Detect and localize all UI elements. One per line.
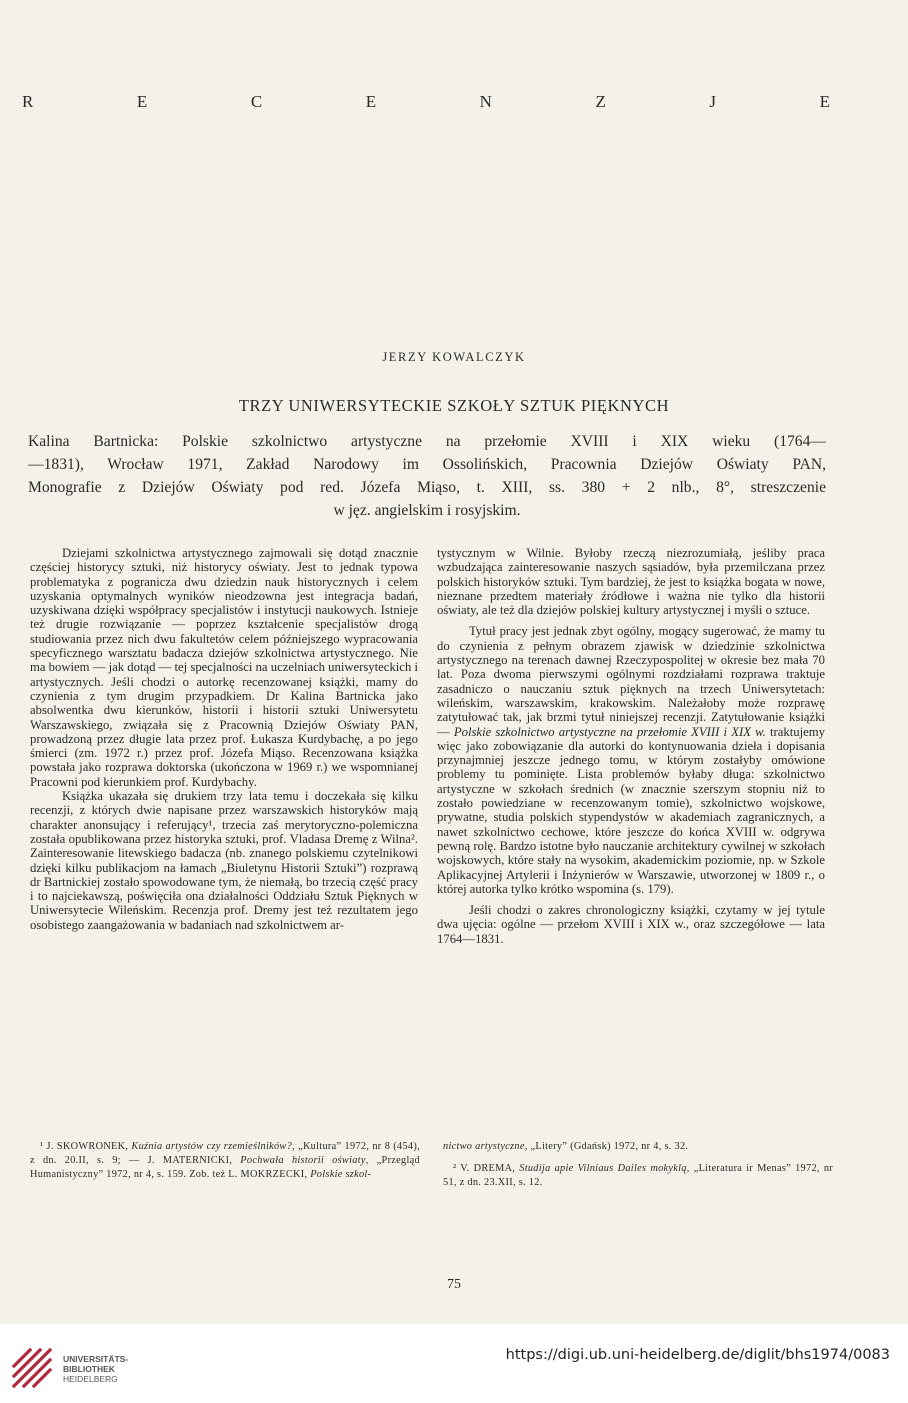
paragraph-text: traktujemy więc jako zobowiązanie dla autorki do kontynuowania dzieła i dopisania przynajmniej jeszcze jednego tomu, w którym zostałyby omówione problemy tu pominięte. Lista problemów byłaby długa: szkolnictwo artystyczne w szkołach średnich (w znacznie szerszym stopniu niż to zostało powiedziane w recenzowanym tomie), szkolnictwo wojskowe, prywatne, studia polskich stypendystów w akademiach zagranicznych, a nawet szkolnictwo cechowe, które jeszcze do końca XVIII w. odgrywa pewną rolę. Bardzo istotne było nauczanie architektury cywilnej w szkołach wojskowych, które stały na wysokim, akademickim poziomie, np. w Szkole Aplikacyjnej Artylerii i Inżynierów w Warszawie, utworzonej w 1809 r., o której autorka tylko krótko wspomina (s. 179). — [437, 724, 825, 896]
citation-line: w jęz. angielskim i rosyjskim. — [333, 502, 521, 519]
footnote-1-continued — [443, 1140, 833, 1154]
footnote-2 — [443, 1162, 833, 1190]
paragraph — [437, 624, 825, 896]
footnote-text: , „Kultura” 1972, nr 8 (454), z dn. 20.II, s. 9; — J. MATERNICKI, — [30, 1141, 420, 1166]
footnotes-left — [30, 1140, 420, 1182]
footnote-italic: Pochwała historii oświaty — [240, 1155, 366, 1166]
article-title: TRZY UNIWERSYTECKIE SZKOŁY SZTUK PIĘKNYCH — [238, 396, 670, 415]
section-header-letter: E — [819, 92, 830, 111]
section-header-letter: J — [709, 92, 717, 111]
page-number: 75 — [447, 1277, 461, 1292]
section-header-letter: Z — [595, 92, 606, 111]
footnotes-right — [443, 1140, 833, 1190]
section-header-letter: C — [250, 92, 263, 111]
library-name-line: HEIDELBERG — [63, 1374, 118, 1384]
citation-line: Monografie z Dziejów Oświaty pod red. Józefa Miąso, t. XIII, ss. 380 + 2 nlb., 8°, streszczenie — [28, 479, 826, 496]
section-header-letter: E — [365, 92, 377, 111]
citation-line: Kalina Bartnicka: Polskie szkolnictwo artystyczne na przełomie XVIII i XIX wieku (1764— — [28, 433, 826, 450]
footnote-text: ¹ J. SKOWRONEK, — [40, 1141, 132, 1152]
section-header-letter: N — [479, 92, 492, 111]
book-citation — [28, 430, 826, 522]
library-name — [63, 1354, 128, 1384]
section-header-letter: E — [136, 92, 148, 111]
footnote-text: , „Literatura ir Menas” 1972, nr 51, z dn. 23.XII, s. 12. — [443, 1163, 834, 1188]
section-header — [22, 92, 830, 112]
library-name-line: BIBLIOTHEK — [63, 1364, 115, 1374]
footnote-text: , „Przegląd Humanistyczny” 1972, nr 4, s. 159. Zob. też L. MOKRZECKI, — [30, 1155, 420, 1180]
author-name: JERZY KOWALCZYK — [382, 350, 526, 364]
left-column — [30, 546, 418, 932]
paragraph: Książka ukazała się drukiem trzy lata temu i doczekała się kilku recenzji, z których dwie napisane przez warszawskich historyków mają charakter anonsujący i referujący¹, trzecia zaś merytoryczno-polemiczna została opublikowana przez historyka sztuki, prof. Vladasa Dremę z Wilna². Zainteresowanie litewskiego badacza (nb. znanego polskiemu czytelnikowi dzięki kilku publikacjom na łamach „Biuletynu Historii Sztuki”) rozprawą dr Bartnickiej zostało spowodowane tym, że niemałą, bo trzecią część pracy i to najciekawszą, poświęciła ona działalności Oddziału Sztuk Pięknych w Uniwersytecie Wileńskim. Recenzja prof. Dremy jest też rezultatem jego osobistego zaangażowania w badaniach nad szkolnictwem ar- — [30, 789, 418, 932]
library-footer — [0, 1324, 908, 1403]
permalink-url[interactable]: https://digi.ub.uni-heidelberg.de/diglit/bhs1974/0083 — [505, 1347, 890, 1363]
footnote-italic: Studija apie Vilniaus Dailes mokyklą — [519, 1163, 687, 1174]
paragraph-text: Tytuł pracy jest jednak zbyt ogólny, mogący sugerować, że mamy tu do czynienia z pełnym obrazem zjawisk w dziedzinie szkolnictwa artystycznego na terenach dawnej Rzeczypospolitej w okresie bez mała 70 lat. Poza dwoma pierwszymi ogólnymi rozdziałami rozprawa traktuje zasadniczo o nauczaniu sztuk pięknych na trzech Uniwersytetach: wileńskim, warszawskim, krakowskim. Należałoby może rozprawę zatytułować tak, jak brzmi tytuł niniejszej recenzji. Zatytułowanie książki — — [437, 624, 825, 739]
footnote-italic: nictwo artystyczne — [443, 1141, 525, 1152]
right-column — [437, 546, 825, 946]
footnote-text: , „Litery” (Gdańsk) 1972, nr 4, s. 32. — [524, 1141, 689, 1152]
italic-book-title: Polskie szkolnictwo artystyczne na przełomie XVIII i XIX w. — [453, 724, 766, 739]
citation-line: —1831), Wrocław 1971, Zakład Narodowy im Ossolińskich, Pracownia Dziejów Oświaty PAN, — [28, 456, 826, 473]
section-header-letter: R — [22, 92, 34, 111]
footnote-text: ² V. DREMA, — [453, 1163, 520, 1174]
footnote-1 — [30, 1140, 420, 1182]
paragraph: tystycznym w Wilnie. Byłoby rzeczą niezrozumiałą, jeśliby praca wzbudzająca zainteresowanie naszych sąsiadów, była przemilczana przez polskich historyków sztuki. Tym bardziej, że jest to książka bogata w nowe, nieznane przedtem materiały źródłowe i ważna nie tylko dla historii oświaty, ale też dla dziejów polskiej kultury artystycznej i myśli o sztuce. — [437, 546, 825, 618]
footnote-italic: Kuźnia artystów czy rzemieślników? — [131, 1141, 293, 1152]
paragraph: Jeśli chodzi o zakres chronologiczny książki, czytamy w jej tytule dwa ujęcia: ogólne — przełom XVIII i XIX w., oraz szczegółowe — lata 1764—1831. — [437, 903, 825, 946]
footnote-italic: Polskie szkol- — [310, 1169, 372, 1180]
paragraph: Dziejami szkolnictwa artystycznego zajmowali się dotąd znacznie częściej historycy sztuki, niż historycy oświaty. Jest to jednak typowa problematyka z pogranicza dwu dziedzin nauk historycznych i celem uzyskania optymalnych wyników nieodzowna jest integracja badań, uzyskiwana dzięki współpracy specjalistów i instytucji naukowych. Istnieje też drugie rozwiązanie — poprzez kształcenie specjalistów drogą studiowania przez nich dwu fakultetów celem późniejszego wypracowania specyficznego warsztatu badacza dziejów szkolnictwa artystycznego. Nie ma bowiem — jak dotąd — tej specjalności na uczelniach uniwersyteckich i artystycznych. Jeśli chodzi o autorkę recenzowanej książki, mamy do czynienia z tym drugim przypadkiem. Dr Kalina Bartnicka jako absolwentka dwu kierunków, historii i historii sztuki Uniwersytetu Warszawskiego, związała się z Pracownią Dziejów Oświaty PAN, prowadzoną przez długie lata przez prof. Łukasza Kurdybachę, a po jego śmierci (zm. 1972 r.) przez prof. Józefa Miąso. Recenzowana książka powstała jako rozprawa doktorska (ukończona w 1969 r.) we wspomnianej Pracowni pod kierunkiem prof. Kurdybachy. — [30, 546, 418, 789]
library-name-line: UNIVERSITÄTS- — [63, 1354, 129, 1364]
library-logo-icon — [10, 1346, 54, 1390]
